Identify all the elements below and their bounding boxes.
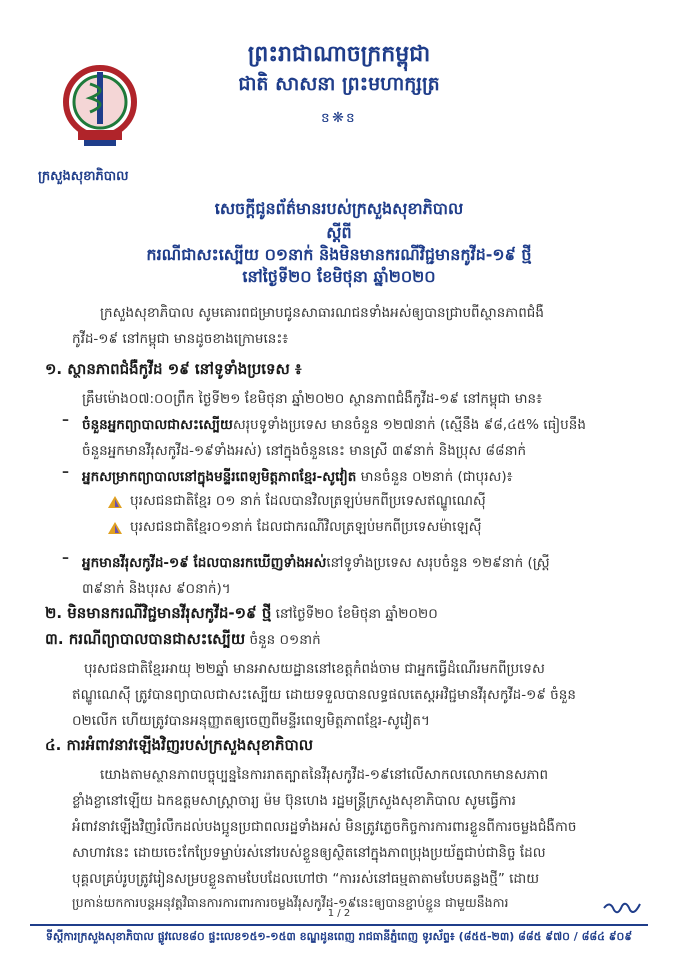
footer-address: ទីស្តីការក្រសួងសុខាភិបាល ផ្លូវលេខ៨០ ផ្ទះលេខ១៥១-១៥៣ ខណ្ឌដូនពេញ រាជធានីភ្នំពេញ ទូរស័ព្ទ៖ (៨៥៥-២៣) ៨៨៥ ៩៧០ / ៨៨៤ ៩០៩ [45,930,633,943]
initials-signature [602,898,642,918]
recovered-label: ចំនួនអ្នកព្យាបាលជាសះស្បើយ [82,417,233,433]
title-topic: ករណីជាសះស្បើយ ០១នាក់ និងមិនមានករណីវិជ្ជមានកូវីដ-១៩ ថ្មី [146,245,532,264]
ornament-divider: ៜ❋ៜ [320,110,358,126]
section-4-line-2: ខ្លាំងខ្លានៅឡើយ ឯកឧត្តមសាស្ត្រាចារ្យ ម៉ម ប៊ុនហេង រដ្ឋមន្ត្រីក្រសួងសុខាភិបាល សូមធ្វើការ [72,793,516,809]
recovered-text: សរុបទូទាំងប្រទេស មានចំនួន ១២៧នាក់ (ស្មើនឹង ៩៨,៤៥% ធៀបនឹង [232,417,586,433]
triangle-bullet-icon [108,496,122,508]
total-cases-cont: ៣៩នាក់ និងបុរស ៩០នាក់)។ [82,581,231,597]
footer-divider [30,924,648,926]
ministry-label: ក្រសួងសុខាភិបាល [38,169,129,184]
dash-bullet: – [62,464,69,480]
section-4-line-1: យោងតាមស្ថានភាពបច្ចុប្បន្ននៃការរាតត្បាតនៃវីរុសកូវីដ-១៩នៅលើសាកលលោកមានសភាព [100,767,549,783]
dash-bullet: – [62,550,69,566]
nation-motto: ជាតិ សាសនា ព្រះមហាក្សត្រ [238,73,440,95]
total-cases-label: អ្នកមានវីរុសកូវីដ-១៩ ដែលបានរកឃើញទាំងអស់ [82,555,327,571]
document-title: សេចក្តីជូនព័ត៌មានរបស់ក្រសួងសុខាភិបាល [214,199,464,218]
triangle-bullet-icon [108,522,122,534]
intro-line-1: ក្រសួងសុខាភិបាល សូមគោរពជម្រាបជូនសាធារណជនទាំងអស់ឲ្យបានជ្រាបពីស្ថានភាពជំងឺ [100,305,544,321]
section-3-line-3: ០២លើក ហើយត្រូវបានអនុញ្ញាតឲ្យចេញពីមន្ទីរពេទ្យមិត្តភាពខ្មែរ-សូវៀត។ [72,713,430,729]
section-1-line: គ្រឹមម៉ោង០៧:០០ព្រឹក ថ្ងៃទី២១ ខែមិថុនា ឆ្នាំ២០២០ ស្ថានភាពជំងឺកូវីដ-១៩ នៅកម្ពុជា មាន៖ [82,391,543,407]
total-cases-bullet [82,550,642,576]
hospitalized-text: មានចំនួន ០២នាក់ (ជាបុរស)៖ [356,469,513,485]
hospitalized-label: អ្នកសម្រាកព្យាបាលនៅក្នុងមន្ទីរពេទ្យមិត្តភាពខ្មែរ-សូវៀត [82,469,357,485]
hospitalized-bullet [82,464,642,490]
kingdom-heading: ព្រះរាជាណាចក្រកម្ពុជា [247,41,431,67]
title-date: នៅថ្ងៃទី២០ ខែមិថុនា ឆ្នាំ២០២០ [242,267,436,286]
section-3-count: ចំនួន ០១នាក់ [245,632,321,648]
sub-bullet-1: បុរសជនជាតិខ្មែរ ០១ នាក់ ដែលបានវិលត្រឡប់មកពីប្រទេសឥណ្ឌូណេស៊ី [130,493,486,509]
section-4-line-6: ប្រកាន់យកការបន្តអនុវត្តវិធានការការពារការចម្លងវីរុសកូវីដ-១៩នេះឲ្យបានខ្ជាប់ខ្ជួន ជាមួយនឹងការ [72,895,509,910]
section-3-heading: ៣. ករណីព្យាបាលបានជាសះស្បើយ [45,630,246,648]
section-1-heading: ១. ស្ថានភាពជំងឺកូវីដ ១៩ នៅទូទាំងប្រទេស ៖ [45,360,302,378]
section-4-line-4: សាហាវនេះ ដោយចេះកែប្រែទម្លាប់រស់នៅរបស់ខ្លួនឲ្យស្ថិតនៅក្នុងភាពប្រុងប្រយ័ត្នជាប់ជានិច្ច ដែល [72,845,546,861]
intro-line-2: កូវីដ-១៩ នៅកម្ពុជា មានដូចខាងក្រោមនេះ៖ [72,331,289,347]
section-4-line-3: អំពាវនាវឡើងវិញរំលឹកដល់បងប្អូនប្រជាពលរដ្ឋទាំងអស់ មិនត្រូវភ្លេចកិច្ចការការពារខ្លួនពីការចម្លងជំងឺកាច [72,819,577,835]
dash-bullet: – [62,412,69,428]
section-2 [45,604,438,626]
sub-bullet-2: បុរសជនជាតិខ្មែរ០១នាក់ ដែលជាករណីវិលត្រឡប់មកពីប្រទេសម៉ាឡេស៊ី [130,519,482,535]
section-3-line-2: ឥណ្ឌូណេស៊ី ត្រូវបានព្យាបាលជាសះស្បើយ ដោយទទួលបានលទ្ធផលតេស្តអវិជ្ជមានវីរុសកូវីដ-១៩ ចំនួន [72,687,576,703]
section-3 [45,630,321,652]
section-2-heading: ២. មិនមានករណីវិជ្ជមានវីរុសកូវីដ-១៩ ថ្មី [45,604,272,622]
recovered-bullet [82,412,642,438]
recovered-bullet-cont: ចំនួនអ្នកមានវីរុសកូវីដ-១៩ទាំងអស់) នៅក្នុងចំនួននេះ មានស្រី ៣៩នាក់ និងប្រុស ៨៨នាក់ [82,443,527,459]
section-4-heading: ៤. ការអំពាវនាវឡើងវិញរបស់ក្រសួងសុខាភិបាល [45,736,314,754]
title-subject: ស្តីពី [326,223,352,242]
page-number: 1 / 2 [327,908,351,919]
total-cases-text: នៅទូទាំងប្រទេស សរុបចំនួន ១២៩នាក់ (ស្ត្រី [326,555,550,571]
section-2-date: នៅថ្ងៃទី២០ ខែមិថុនា ឆ្នាំ២០២០ [271,606,438,622]
section-3-line-1: បុរសជនជាតិខ្មែរអាយុ ២២ឆ្នាំ មានអាសយដ្ឋាននៅខេត្តកំពង់ចាម ជាអ្នកធ្វើដំណើរមកពីប្រទេស [84,661,545,677]
section-4-line-5: បុគ្គលគ្រប់រូបត្រូវរៀនសម្របខ្លួនតាមបែបដែលហៅថា “ការរស់នៅធម្មតាតាមបែបគន្លងថ្មី” ដោយ [72,871,540,887]
